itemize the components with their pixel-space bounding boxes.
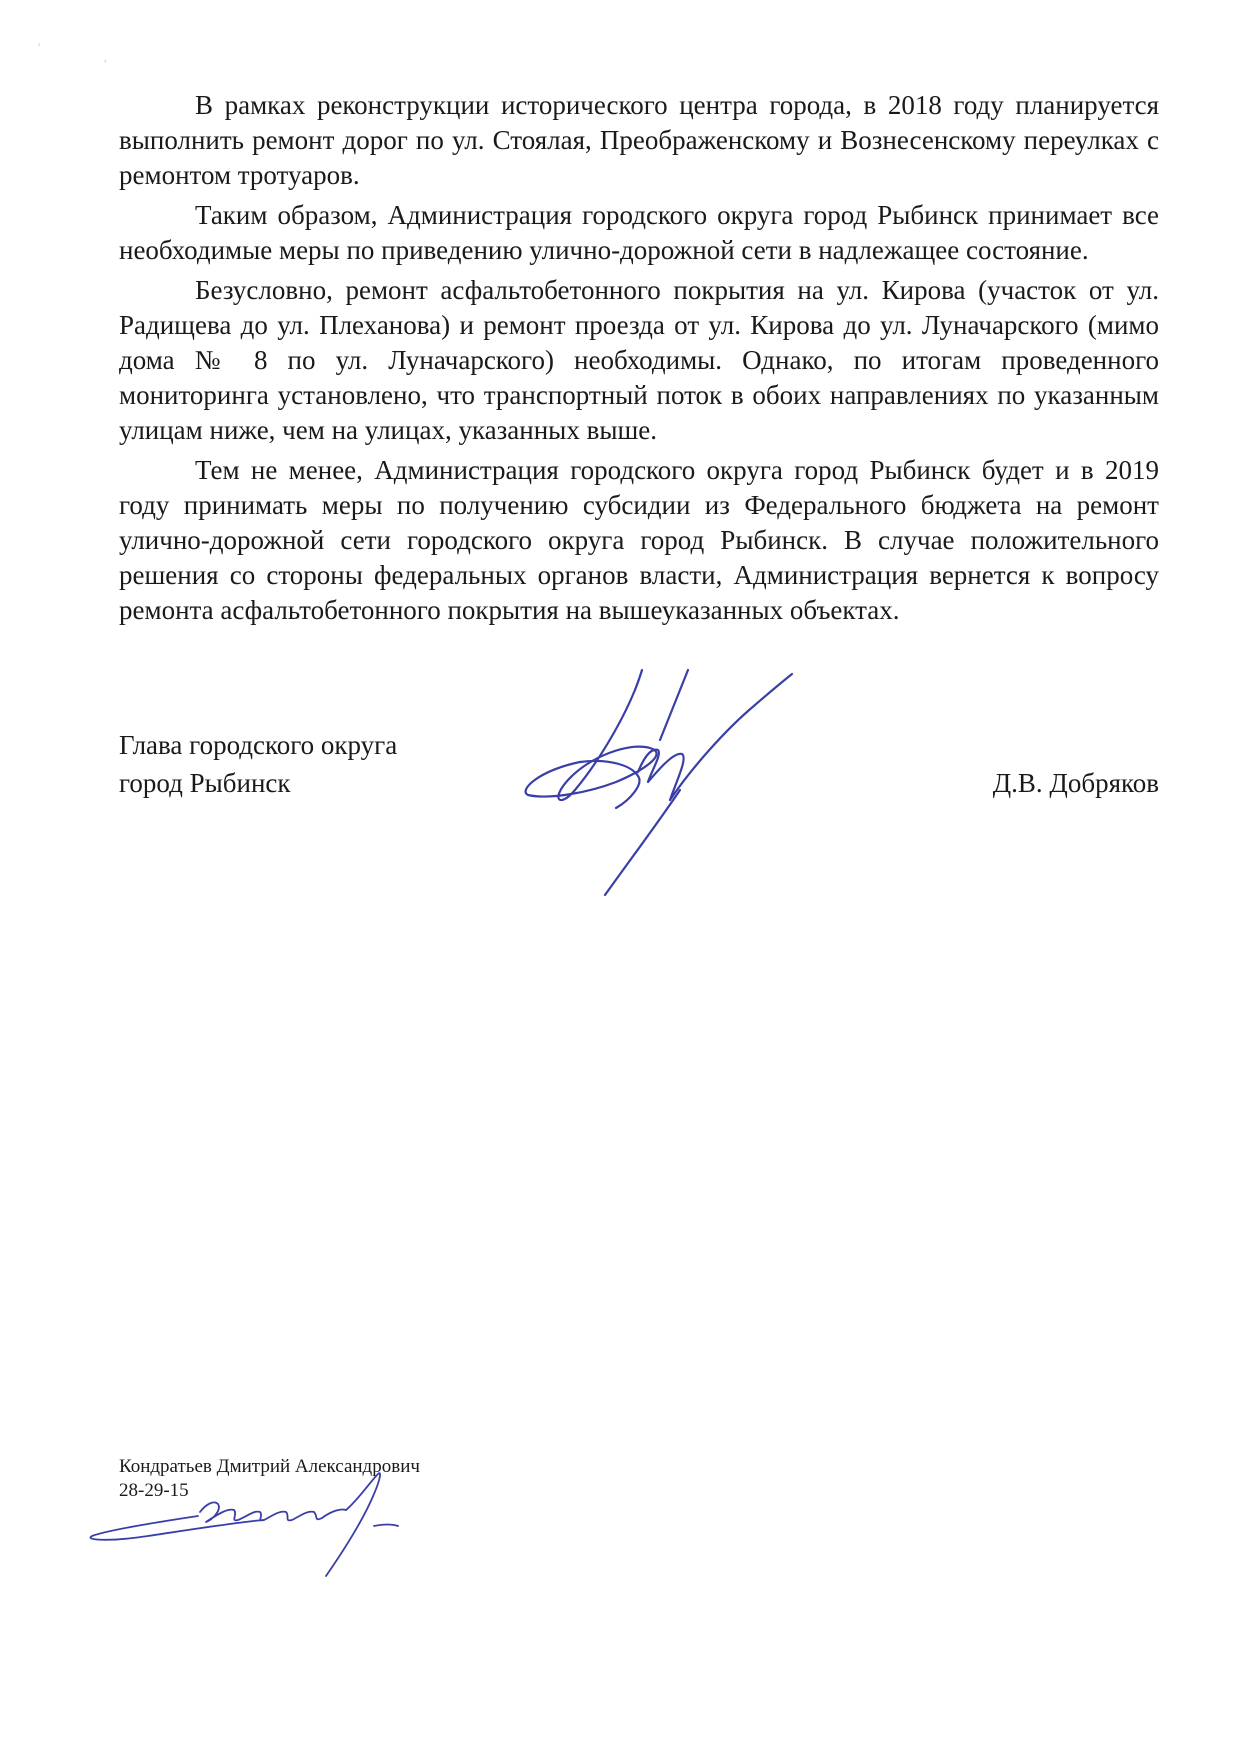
handwritten-signature [520,650,840,900]
signatory-title [119,726,397,802]
signatory-title-line1: Глава городского округа [119,730,398,760]
scan-speck: ' [38,40,41,54]
paragraph-measures: Таким образом, Администрация городского округа город Рыбинск принимает все необходимые меры по приведению улично-дорожной сети в надлежащее состояние. [119,200,1159,265]
signatory-title-line2: город Рыбинск [119,768,291,798]
executor-signature [88,1470,458,1580]
paragraph-kirova-repair: Безусловно, ремонт асфальтобетонного покрытия на ул. Кирова (участок от ул. Радищева до ул. Плеханова) и ремонт проезда от ул. Кирова до ул. Луначарского (мимо дома № 8 по ул. Луначарского) необходимы. Однако, по итогам проведенного мониторинга установлено, что транспортный поток в обоих направлениях по указанным улицам ниже, чем на улицах, указанных выше. [119,275,1159,445]
paragraph-subsidy: Тем не менее, Администрация городского округа город Рыбинск будет и в 2019 году принимать меры по получению субсидии из Федерального бюджета на ремонт улично-дорожной сети городского округа город Рыбинск. В случае положительного решения со стороны федеральных органов власти, Администрация вернется к вопросу ремонта асфальтобетонного покрытия на вышеуказанных объектах. [119,455,1159,625]
executor-phone: 28-29-15 [119,1480,189,1501]
letter-body [119,88,1159,633]
scan-speck: , [104,50,107,64]
executor-name: Кондратьев Дмитрий Александрович [119,1456,420,1477]
signatory-name: Д.В. Добряков [992,768,1159,798]
paragraph-reconstruction: В рамках реконструкции исторического центра города, в 2018 году планируется выполнить ремонт дорог по ул. Стоялая, Преображенскому и Вознесенскому переулках с ремонтом тротуаров. [119,90,1159,190]
